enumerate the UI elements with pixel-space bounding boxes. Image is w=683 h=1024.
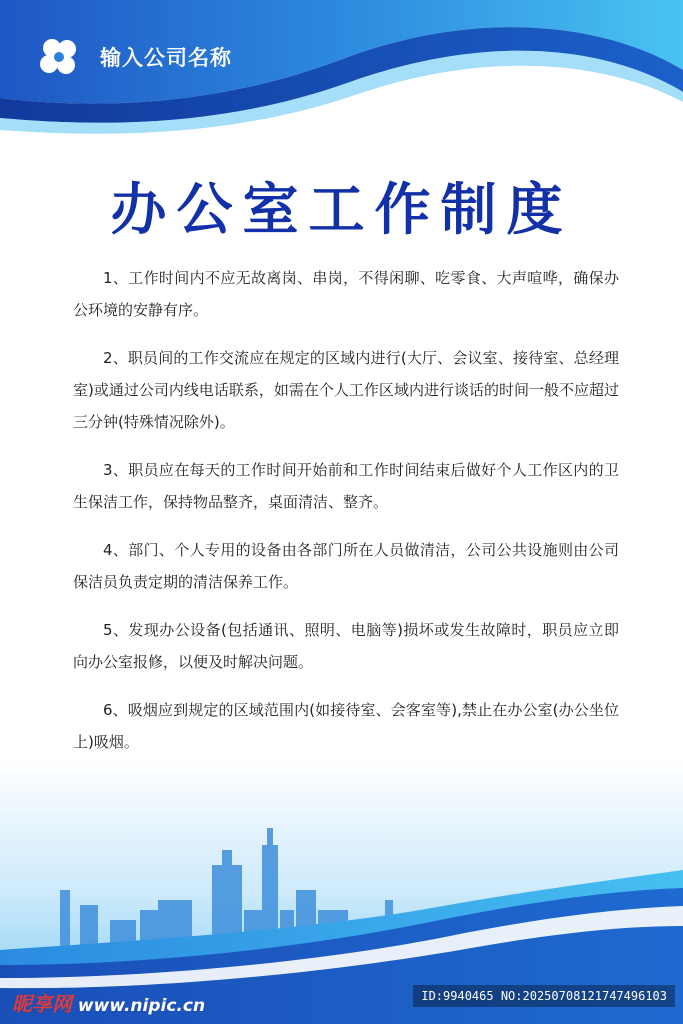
rule-item: 1、工作时间内不应无故离岗、串岗，不得闲聊、吃零食、大声喧哗，确保办公环境的安静有序。 <box>73 269 619 319</box>
rule-item: 3、职员应在每天的工作时间开始前和工作时间结束后做好个人工作区内的卫生保洁工作，保持物品整齐，桌面清洁、整齐。 <box>73 461 619 511</box>
company-name: 输入公司名称 <box>100 46 232 70</box>
watermark-url: www.nipic.cn <box>77 996 206 1016</box>
watermark-brand <box>12 988 205 1017</box>
image-id-label: ID:9940465 NO:20250708121747496103 <box>413 985 675 1007</box>
page-title: 办公室工作制度 <box>110 178 573 243</box>
rule-item: 5、发现办公设备(包括通讯、照明、电脑等)损坏或发生故障时，职员应立即向办公室报修，以便及时解决问题。 <box>73 621 619 671</box>
clover-logo-icon <box>36 34 82 80</box>
company-logo-area <box>36 34 232 80</box>
rule-item: 6、吸烟应到规定的区域范围内(如接待室、会客室等),禁止在办公室(办公坐位上)吸烟。 <box>73 701 619 751</box>
rule-item: 2、职员间的工作交流应在规定的区域内进行(大厅、会议室、接待室、总经理室)或通过公司内线电话联系，如需在个人工作区域内进行谈话的时间一般不应超过三分钟(特殊情况除外)。 <box>73 349 619 431</box>
rule-item: 4、部门、个人专用的设备由各部门所在人员做清洁，公司公共设施则由公司保洁员负责定期的清洁保养工作。 <box>73 541 619 591</box>
watermark-brand-name: 昵享网 <box>12 992 72 1016</box>
